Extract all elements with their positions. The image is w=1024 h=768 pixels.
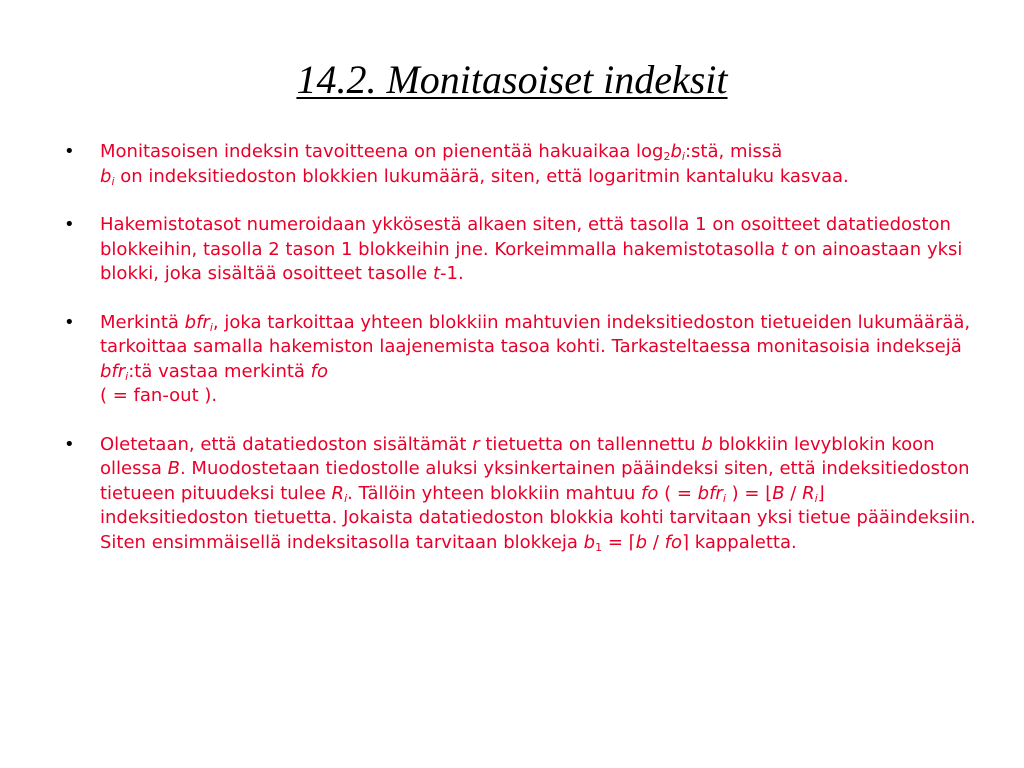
text-run: , joka tarkoittaa yhteen blokkiin mahtuvien indeksitiedoston tietueiden lukumäärää, tarkoittaa samalla hakemiston laajenemista tasoa kohti. Tarkasteltaessa monitasoisia indeksejä [100, 311, 971, 357]
text-run: kappaletta. [689, 531, 797, 553]
subscript: i [681, 150, 685, 163]
ceil-open-symbol: ⌈ [628, 531, 636, 553]
bullet-icon: • [64, 214, 75, 235]
text-run: . Tällöin yhteen blokkiin mahtuu [347, 482, 642, 504]
bullet-item-4 [58, 433, 978, 556]
subscript: 2 [663, 150, 671, 163]
text-run: -1. [440, 263, 464, 284]
bullet-text [100, 434, 976, 553]
bullet-icon: • [64, 141, 75, 162]
subscript: i [344, 491, 348, 505]
subscript: i [111, 174, 115, 188]
floor-close-symbol: ⌋ [817, 482, 825, 504]
math-var: b [583, 531, 596, 553]
math-var: fo [664, 531, 682, 553]
bullet-item-1 [58, 140, 978, 189]
text-run: / [784, 482, 803, 504]
math-var: fo [641, 482, 659, 504]
math-var: fo [310, 360, 329, 382]
math-var: R [331, 482, 345, 504]
text-run: / [647, 531, 665, 553]
text-run: tietuetta on tallennettu [479, 433, 702, 455]
math-var: t [432, 263, 441, 284]
bullet-text [100, 214, 962, 284]
text-run: . Muodostetaan tiedostolle aluksi yksinkertainen pääindeksi siten, että indeksitiedoston tietueen pituudeksi tulee [100, 458, 970, 504]
text-run: = [602, 531, 629, 553]
math-var: b [701, 433, 713, 455]
math-var: t [780, 238, 788, 260]
text-run: Merkintä [100, 311, 185, 333]
math-var: b [100, 165, 112, 187]
math-var: r [472, 433, 480, 455]
bullet-text [100, 312, 970, 407]
text-run: Oletetaan, että datatiedoston sisältämät [100, 433, 473, 455]
bullet-icon: • [64, 311, 75, 333]
text-run: :stä, missä [684, 141, 783, 162]
bullet-list [58, 140, 978, 579]
subscript: i [209, 320, 213, 334]
text-run: ( = fan-out ). [100, 385, 218, 406]
math-var: R [802, 482, 815, 504]
text-run: blokkiin levyblokin koon ollessa [100, 433, 935, 479]
math-var: b [670, 141, 682, 162]
slide-title-text: 14.2. Monitasoiset indeksit [296, 57, 728, 102]
bullet-text [100, 141, 849, 187]
subscript: 1 [595, 540, 603, 554]
math-var: b [635, 531, 648, 553]
slide-title [0, 56, 1024, 104]
bullet-icon: • [64, 433, 75, 455]
math-var: B [167, 458, 180, 479]
text-run: on ainoastaan yksi blokki, joka sisältää osoitteet tasolle [100, 238, 963, 284]
text-run: ( = [658, 482, 698, 504]
math-var: bfr [100, 360, 126, 382]
subscript: i [722, 491, 726, 505]
text-run: indeksitiedoston tietuetta. Jokaista datatiedoston blokkia kohti tarvitaan yksi tietue pääindeksiin. Siten ensimmäisellä indeksitasolla tarvitaan blokkeja [100, 507, 976, 553]
text-run: :tä vastaa merkintä [128, 360, 311, 382]
math-var: bfr [184, 311, 210, 333]
bullet-item-3 [58, 311, 978, 409]
text-run: Hakemistotasot numeroidaan ykkösestä alkaen siten, että tasolla 1 on osoitteet datatiedoston blokkeihin, tasolla 2 tason 1 blokkeihin jne. Korkeimmalla hakemistotasolla [100, 214, 951, 260]
subscript: i [814, 491, 818, 505]
subscript: i [125, 369, 129, 383]
floor-open-symbol: ⌊ [765, 482, 773, 504]
text-run: Monitasoisen indeksin tavoitteena on pienentää hakuaikaa log [100, 141, 664, 162]
text-run: on indeksitiedoston blokkien lukumäärä, siten, että logaritmin kantaluku kasvaa. [114, 165, 849, 187]
ceil-close-symbol: ⌉ [681, 531, 690, 553]
math-var: bfr [697, 482, 723, 504]
math-var: B [772, 482, 785, 504]
bullet-item-2 [58, 213, 978, 287]
text-run: ) = [725, 482, 766, 504]
